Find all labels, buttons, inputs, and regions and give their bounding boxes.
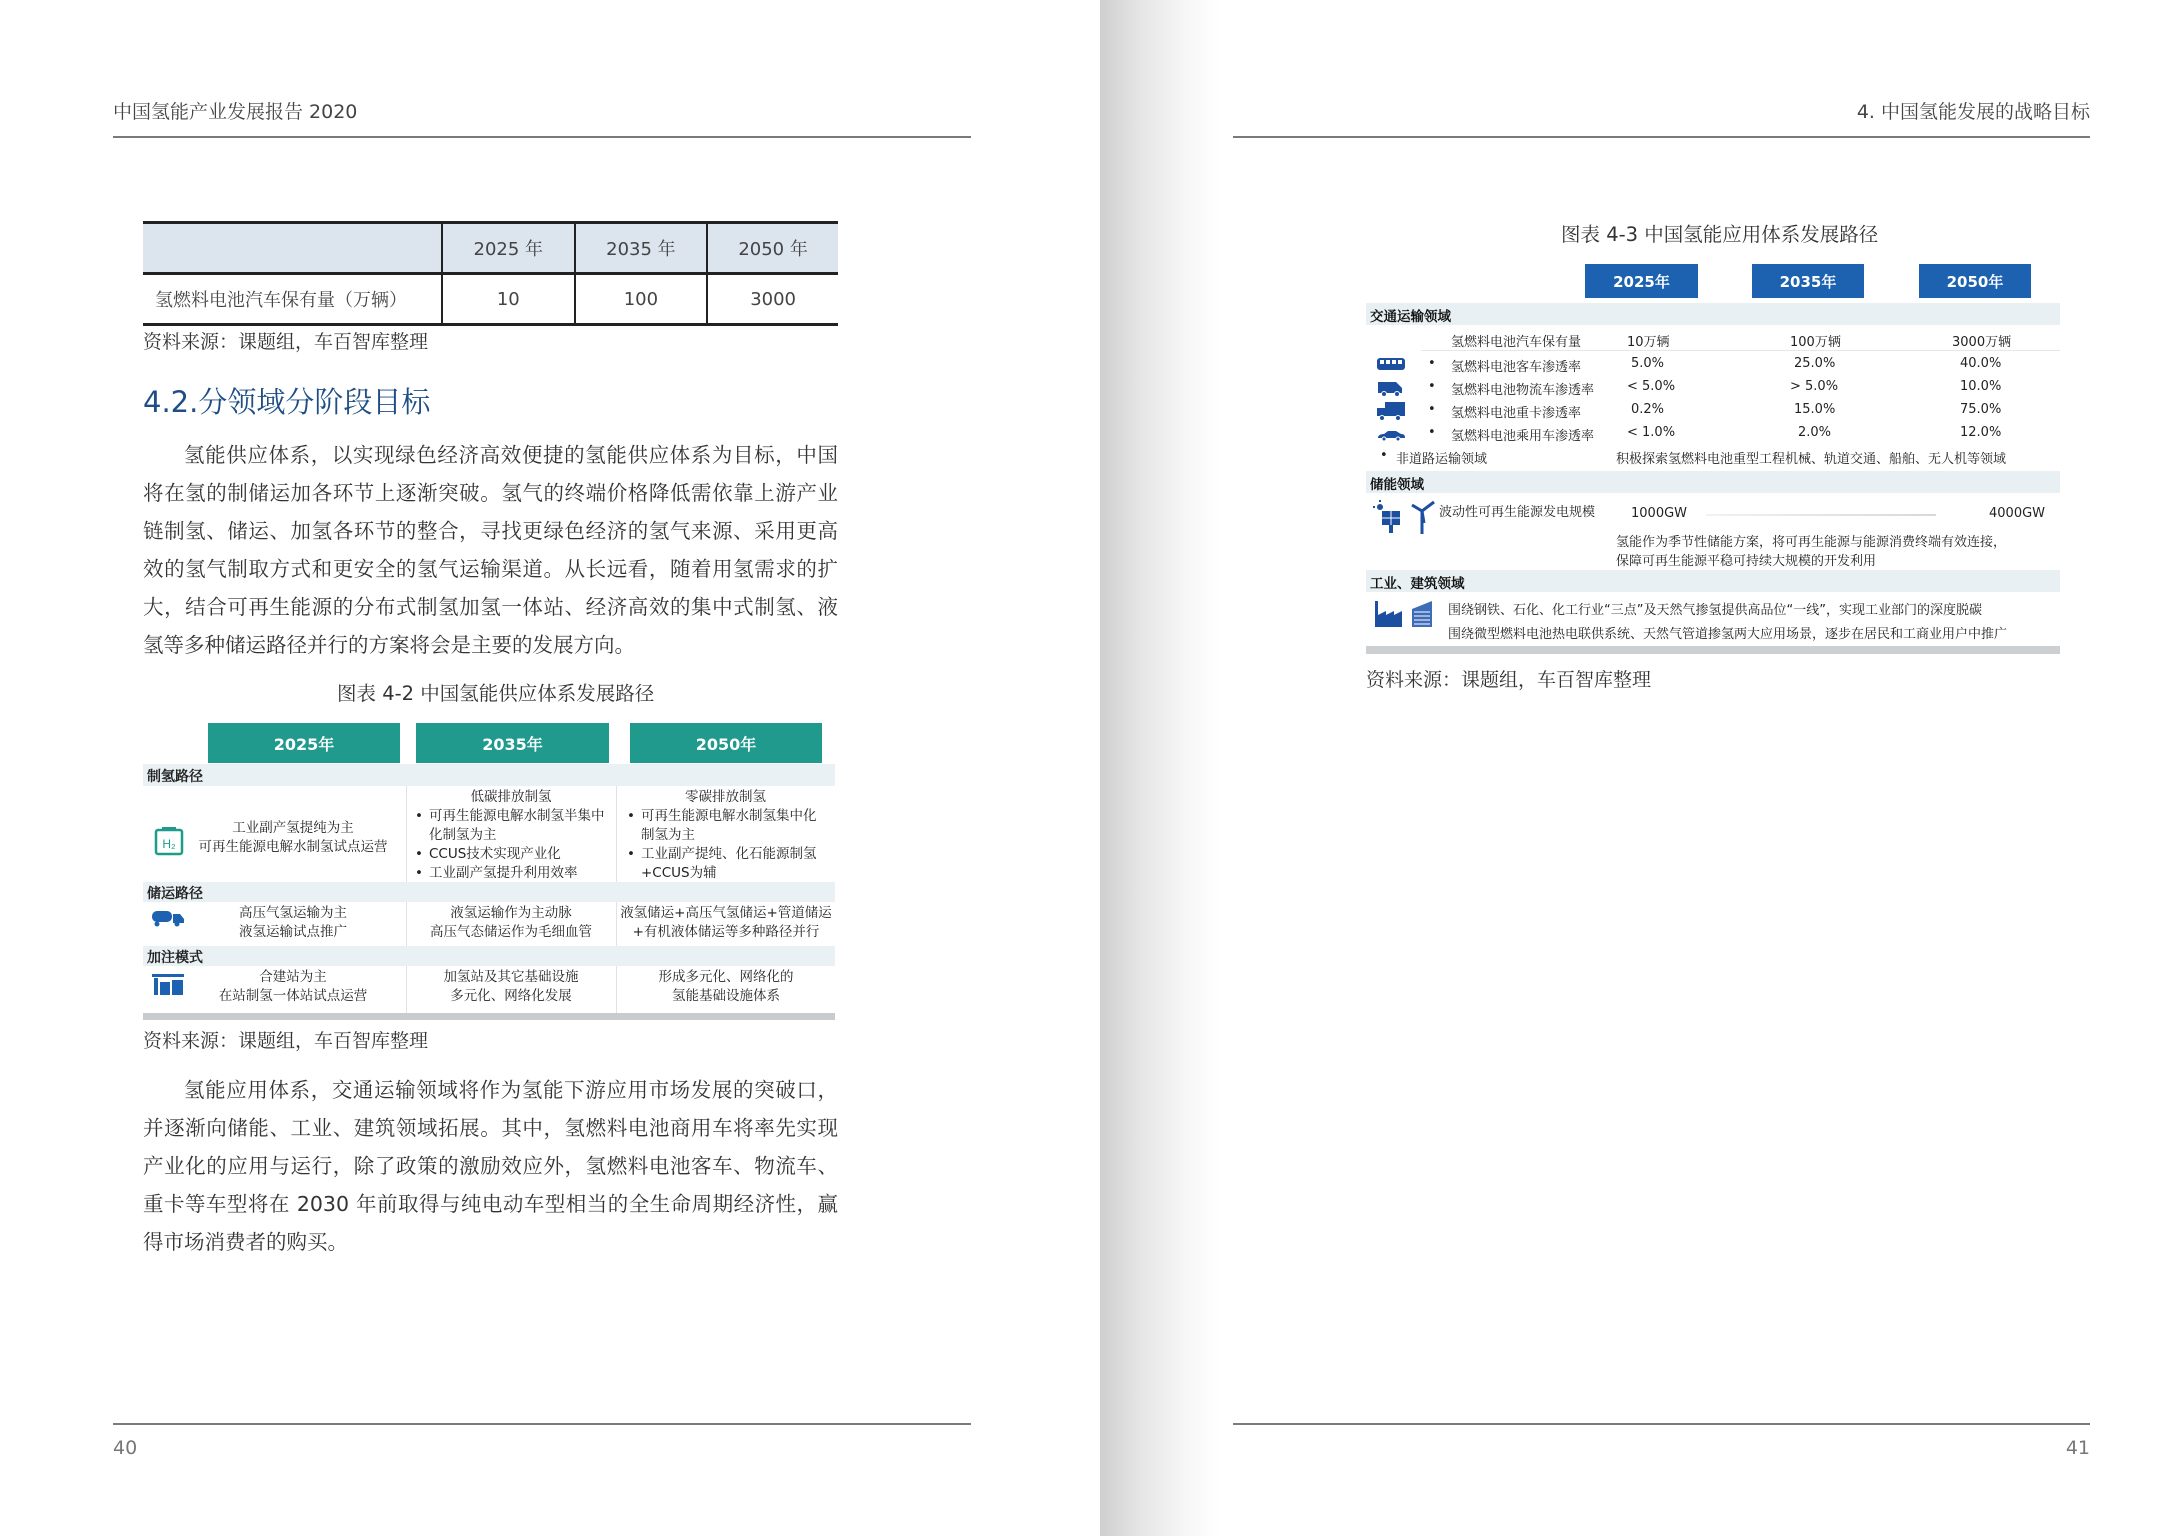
offroad-text: 积极探索氢燃料电池重型工程机械、轨道交通、船舶、无人机等领域 [1616, 452, 2007, 467]
bullet: • [1428, 356, 1436, 371]
cell-line: 液氢运输作为主动脉 [450, 905, 572, 921]
bus-2050: 40.0% [1960, 356, 2002, 371]
row-label: 氢燃料电池汽车保有量（万辆） [143, 274, 442, 325]
header-rule [113, 136, 971, 138]
fueling-station-icon [151, 972, 185, 1000]
bullet: • [1428, 402, 1436, 417]
section-band-production [143, 764, 835, 786]
fig42-header-2035: 2035年 [416, 723, 609, 763]
section-band-refueling [143, 946, 835, 966]
paragraph-text: 氢能应用体系，交通运输领域将作为氢能下游应用市场发展的突破口，并逐渐向储能、工业、建筑领域拓展。其中，氢燃料电池商用车将率先实现产业化的应用与运行，除了政策的激励效应外，氢燃料电池客车、物流车、重卡等车型将在 2030 年前取得与纯电动车型相当的全生命周期经济性，赢得市场消费者的购买。 [143, 1078, 838, 1254]
footer-rule [113, 1423, 971, 1425]
table-source: 资料来源：课题组，车百智库整理 [143, 331, 429, 353]
cell-bullet: • 工业副产提纯、化石能源制氢+CCUS为辅 [641, 845, 828, 883]
section-band-transport [143, 882, 835, 902]
cell-line: 液氢储运+高压气氢储运+管道储运 [620, 905, 832, 921]
bus-icon [1376, 357, 1406, 377]
paragraph-application [143, 1071, 838, 1261]
solar-wind-icon [1372, 499, 1440, 539]
figure-bottom-bar [1366, 646, 2060, 654]
stock-2025: 10万辆 [1627, 335, 1670, 350]
growth-arrow [1706, 514, 1936, 516]
car-2050: 12.0% [1960, 425, 2002, 440]
cell-line: 形成多元化、网络化的 [658, 969, 794, 985]
truck-2050: 75.0% [1960, 402, 2002, 417]
svg-text:H₂: H₂ [162, 837, 176, 851]
section-title: 4.2.分领域分阶段目标 [143, 385, 431, 419]
bullet: • [1380, 448, 1388, 463]
truck-2025: 0.2% [1631, 402, 1665, 417]
tanker-truck-icon [151, 908, 185, 932]
truck-2035: 15.0% [1794, 402, 1836, 417]
van-icon [1376, 379, 1406, 401]
section-label-transport: 储运路径 [147, 886, 203, 902]
fig43-header-2025: 2025年 [1585, 264, 1698, 298]
table-header-blank [143, 223, 442, 274]
van-2035: > 5.0% [1790, 379, 1839, 394]
cell-2035: 100 [575, 274, 708, 325]
storage-end: 4000GW [1989, 506, 2046, 521]
cell-2025: 10 [442, 274, 575, 325]
footer-rule-right [1233, 1423, 2090, 1425]
cell-line: 多元化、网络化发展 [450, 988, 572, 1004]
storage-note-2: 保障可再生能源平稳可持续大规模的开发利用 [1616, 554, 1877, 569]
table-header-2035: 2035 年 [575, 223, 708, 274]
cell-bullet: • 可再生能源电解水制氢半集中化制氢为主 [429, 807, 611, 845]
storage-note-1: 氢能作为季节性储能方案，将可再生能源与能源消费终端有效连接， [1616, 535, 2007, 550]
page-number-right: 41 [2065, 1437, 2090, 1459]
cell-line: 可再生能源电解水制氢试点运营 [198, 839, 388, 855]
industry-line-1: 围绕钢铁、石化、化工行业“三点”及天然气掺氢提供高品位“一线”，实现工业部门的深度脱碳 [1448, 603, 1982, 618]
storage-metric: 波动性可再生能源发电规模 [1439, 505, 1596, 520]
car-2025: < 1.0% [1627, 425, 1676, 440]
bus-label: 氢燃料电池客车渗透率 [1451, 360, 1582, 375]
cell-line: 在站制氢一体站试点运营 [218, 988, 368, 1004]
bus-2025: 5.0% [1631, 356, 1665, 371]
book-gutter-shadow [1100, 0, 1220, 1536]
stock-2035: 100万辆 [1790, 335, 1841, 350]
fig42-header-2050: 2050年 [630, 723, 822, 763]
fig42-header-2025: 2025年 [208, 723, 400, 763]
running-header: 中国氢能产业发展报告 2020 [113, 101, 358, 123]
cell-title: 低碳排放制氢 [470, 789, 552, 805]
figure-42-source: 资料来源：课题组，车百智库整理 [143, 1030, 429, 1052]
cell-bullet: • CCUS技术实现产业化 [429, 845, 611, 864]
page-number: 40 [113, 1437, 138, 1459]
figure-43-body [1366, 303, 2060, 655]
section-label-production: 制氢路径 [147, 769, 203, 785]
cell-line: 合建站为主 [259, 969, 327, 985]
transport-2050 [617, 904, 835, 942]
stock-2050: 3000万辆 [1952, 335, 2012, 350]
industry-line-2: 围绕微型燃料电池热电联供系统、天然气管道掺氢两大应用场景，逐步在居民和工商业用户中推广 [1448, 627, 2008, 642]
section-band-storage [1366, 471, 2060, 493]
van-label: 氢燃料电池物流车渗透率 [1451, 383, 1595, 398]
h2-tank-icon [153, 826, 185, 860]
cell-line: +有机液体储运等多种路径并行 [632, 924, 820, 940]
offroad-label: 非道路运输领域 [1396, 452, 1488, 467]
car-label: 氢燃料电池乘用车渗透率 [1451, 429, 1595, 444]
paragraph-supply [143, 436, 838, 664]
refueling-2050 [617, 968, 835, 1006]
cell-line: 加氢站及其它基础设施 [443, 969, 579, 985]
paragraph-text: 氢能供应体系，以实现绿色经济高效便捷的氢能供应体系为目标，中国将在氢的制储运加各环节上逐渐突破。氢气的终端价格降低需依靠上游产业链制氢、储运、加氢各环节的整合，寻找更绿色经济的氢气来源、采用更高效的氢气制取方式和更安全的氢气运输渠道。从长远看，随着用氢需求的扩大，结合可再生能源的分布式制氢加氢一体站、经济高效的集中式制氢、液氢等多种储运路径并行的方案将会是主要的发展方向。 [143, 443, 838, 657]
production-2025 [183, 819, 403, 857]
section-label-industry: 工业、建筑领域 [1370, 576, 1465, 592]
cell-2050: 3000 [707, 274, 838, 325]
car-icon [1376, 426, 1406, 445]
transport-2035 [408, 904, 614, 942]
cell-bullet: • 工业副产氢提升利用效率 [429, 864, 611, 883]
table-header-2050: 2050 年 [707, 223, 838, 274]
refueling-2035 [408, 968, 614, 1006]
heavy-truck-icon [1376, 401, 1406, 425]
figure-42-caption: 图表 4-2 中国氢能供应体系发展路径 [337, 682, 655, 705]
table-row [143, 274, 838, 325]
cell-line: 氢能基础设施体系 [672, 988, 780, 1004]
production-2035 [411, 788, 611, 883]
cell-line: 高压气氢运输为主 [239, 905, 347, 921]
row-divider [1421, 350, 2060, 351]
bullet: • [1428, 379, 1436, 394]
truck-label: 氢燃料电池重卡渗透率 [1451, 406, 1582, 421]
bullet: • [1428, 425, 1436, 440]
cell-line: 高压气态储运作为毛细血管 [430, 924, 592, 940]
header-rule-right [1233, 136, 2090, 138]
cell-title: 零碳排放制氢 [685, 789, 766, 805]
refueling-2025 [183, 968, 403, 1006]
section-label-refueling: 加注模式 [147, 950, 203, 966]
table-header-row [143, 223, 838, 274]
cell-line: 工业副产氢提纯为主 [232, 820, 354, 836]
section-label-storage: 储能领域 [1370, 477, 1424, 493]
vehicle-stock-table [143, 221, 838, 326]
fig43-header-2050: 2050年 [1919, 264, 2031, 298]
car-2035: 2.0% [1798, 425, 1832, 440]
figure-bottom-bar [143, 1013, 835, 1020]
bus-2035: 25.0% [1794, 356, 1836, 371]
figure-42-body [143, 764, 835, 1020]
storage-start: 1000GW [1631, 506, 1688, 521]
factory-building-icon [1374, 599, 1440, 633]
figure-43-source: 资料来源：课题组，车百智库整理 [1366, 669, 1652, 691]
stock-label: 氢燃料电池汽车保有量 [1451, 335, 1582, 350]
section-label-transport: 交通运输领域 [1370, 309, 1451, 325]
table-header-2025: 2025 年 [442, 223, 575, 274]
transport-2025 [183, 904, 403, 942]
fig43-header-2035: 2035年 [1752, 264, 1864, 298]
section-band-transport [1366, 303, 2060, 325]
cell-line: 液氢运输试点推广 [239, 924, 347, 940]
van-2050: 10.0% [1960, 379, 2002, 394]
production-2050 [623, 788, 828, 883]
van-2025: < 5.0% [1627, 379, 1676, 394]
cell-bullet: • 可再生能源电解水制氢集中化制氢为主 [641, 807, 828, 845]
figure-43-caption: 图表 4-3 中国氢能应用体系发展路径 [1561, 223, 1879, 246]
running-header-right: 4. 中国氢能发展的战略目标 [1856, 101, 2090, 123]
section-band-industry [1366, 570, 2060, 592]
